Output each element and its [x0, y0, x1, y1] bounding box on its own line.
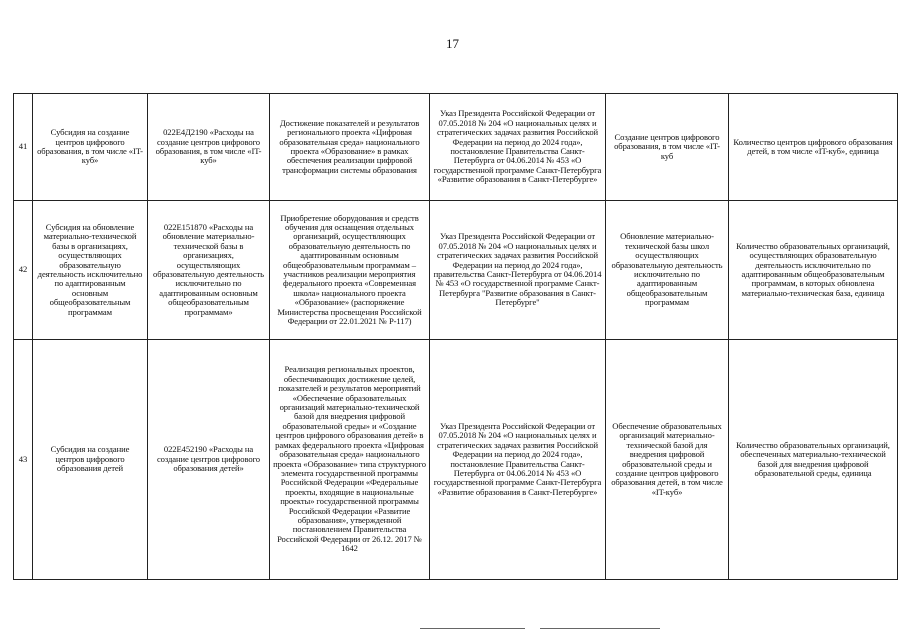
page-number: 17: [446, 36, 459, 51]
subsidy-name-cell: Субсидия на обновление материально-технической базы в организациях, осуществляющих образовательную деятельность исключительно по адаптированным основным общеобразовательным программам: [33, 201, 148, 340]
indicator-cell: Количество образовательных организаций, осуществляющих образовательную деятельность исключительно по адаптированным общеобразовательным программам, в которых обновлена материально-техническая база, единица: [729, 201, 898, 340]
legal-basis-cell: Указ Президента Российской Федерации от 07.05.2018 № 204 «О национальных целях и стратегических задачах развития Российской Федерации на период до 2024 года», постановление Правительства Санкт-Петербурга от 04.06.2014 № 453 «О государственной программе Санкт-Петербурга «Развитие образования в Санкт-Петербурге»: [430, 94, 606, 201]
indicator-cell: Количество образовательных организаций, обеспеченных материально-технической базой для внедрения цифровой образовательной среды, единица: [729, 340, 898, 580]
row-number: 42: [14, 201, 33, 340]
legal-basis-cell: Указ Президента Российской Федерации от 07.05.2018 № 204 «О национальных целях и стратегических задачах развития Российской Федерации на период до 2024 года», постановление Правительства Санкт-Петербурга от 04.06.2014 № 453 «О государственной программе Санкт-Петербурга «Развитие образования в Санкт-Петербурге»: [430, 340, 606, 580]
result-cell: Обновление материально-технической базы школ осуществляющих образовательную деятельность исключительно по адаптированным общеобразовательным программам: [606, 201, 729, 340]
data-table: [13, 93, 898, 580]
budget-code-cell: 022E151870 «Расходы на обновление материально-технической базы в организациях, осуществляющих образовательную деятельность исключительно по адаптированным основным общеобразовательным программам»: [148, 201, 270, 340]
budget-code-cell: 022E4Д2190 «Расходы на создание центров цифрового образования, в том числе «IT-куб»: [148, 94, 270, 201]
result-cell: Обеспечение образовательных организаций материально-технической базой для внедрения цифровой образовательной среды и создание центров цифрового образования детей, в том числе «IT-куб»: [606, 340, 729, 580]
table-row: [14, 340, 898, 580]
row-number: 43: [14, 340, 33, 580]
row-number: 41: [14, 94, 33, 201]
legal-basis-cell: Указ Президента Российской Федерации от 07.05.2018 № 204 «О национальных целях и стратегических задачах развития Российской Федерации на период до 2024 года», правительства Санкт-Петербурга от 04.06.2014 № 453 «О государственной программе Санкт-Петербурга "Развитие образования в Санкт-Петербурге": [430, 201, 606, 340]
subsidy-name-cell: Субсидия на создание центров цифрового образования, в том числе «IT-куб»: [33, 94, 148, 201]
divider-line: [420, 628, 525, 629]
purpose-cell: Реализация региональных проектов, обеспечивающих достижение целей, показателей и результатов мероприятий «Обеспечение образовательных организаций материально-технической базой для внедрения цифровой образовательной среды» и «Создание центров цифрового образования детей» в рамках федерального проекта «Цифровая образовательная среда» национального проекта «Образование» типа структурного элемента государственной программы Российской Федерации «Федеральные проекты, входящие в национальные проекты» государственной программы Российской Федерации «Развитие образования», утвержденной постановлением Правительства Российской Федерации от 26.12. 2017 № 1642: [270, 340, 430, 580]
budget-code-cell: 022E452190 «Расходы на создание центров цифрового образования детей»: [148, 340, 270, 580]
purpose-cell: Приобретение оборудования и средств обучения для оснащения отдельных организаций, осуществляющих образовательную деятельность по адаптированным основным общеобразовательным программам – участников реализации мероприятия федерального проекта «Современная школа» национального проекта «Образование» (распоряжение Министерства просвещения Российской Федерации от 22.01.2021 № Р-117): [270, 201, 430, 340]
purpose-cell: Достижение показателей и результатов регионального проекта «Цифровая образовательная среда» национального проекта «Образование» в рамках обеспечения реализации цифровой трансформации системы образования: [270, 94, 430, 201]
indicator-cell: Количество центров цифрового образования детей, в том числе «IT-куб», единица: [729, 94, 898, 201]
subsidy-name-cell: Субсидия на создание центров цифрового образования детей: [33, 340, 148, 580]
table-row: [14, 94, 898, 201]
result-cell: Создание центров цифрового образования, в том числе «IT-куб: [606, 94, 729, 201]
divider-line: [540, 628, 660, 629]
table-row: [14, 201, 898, 340]
